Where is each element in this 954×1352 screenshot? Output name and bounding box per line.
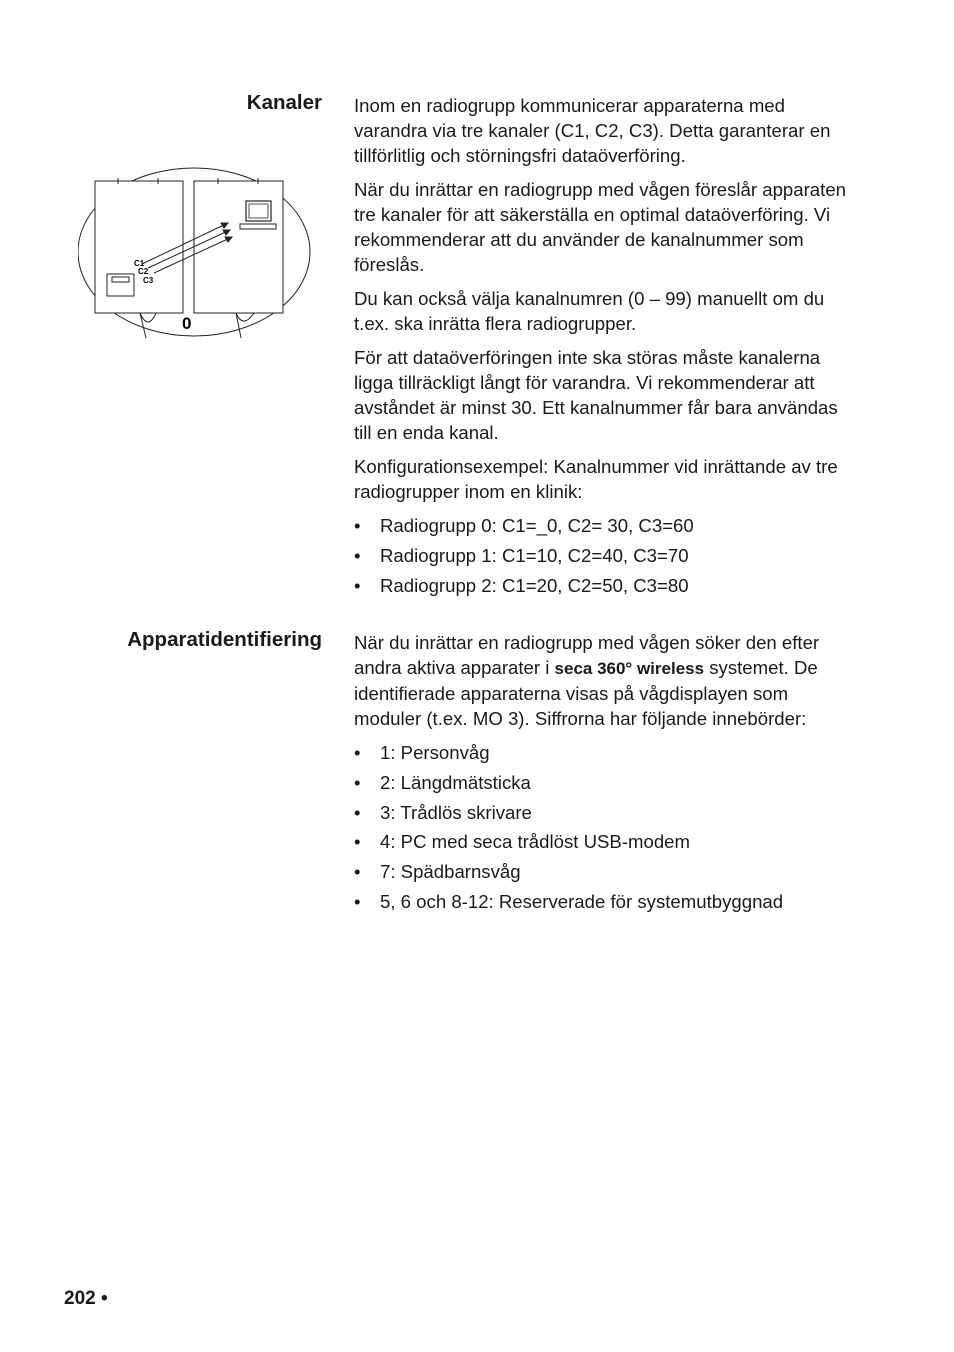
list-item: • 2: Längdmätsticka bbox=[354, 771, 531, 793]
device-identification-body bbox=[354, 630, 854, 919]
heading-channels: Kanaler bbox=[246, 91, 322, 114]
heading-device-identification: Apparatidentifiering bbox=[127, 628, 322, 651]
list-item: • 5, 6 och 8-12: Reserverade för systemutbyggnad bbox=[354, 890, 784, 912]
channel-label-c3: C3 bbox=[143, 276, 154, 285]
channels-paragraph-1: Inom en radiogrupp kommunicerar apparaterna med varandra via tre kanaler (C1, C2, C3). Detta garanterar en tillförlitlig och störningsfri dataöverföring. bbox=[354, 95, 831, 166]
brand-name: seca 360° wireless bbox=[554, 659, 705, 678]
list-item: • 4: PC med seca trådlöst USB-modem bbox=[354, 831, 691, 853]
page-number: 202 • bbox=[64, 1288, 108, 1309]
list-item: • Radiogrupp 1: C1=10, C2=40, C3=70 bbox=[354, 544, 689, 566]
channels-paragraph-4: För att dataöverföringen inte ska störas måste kanalerna ligga tillräckligt långt för varandra. Vi rekommenderar att avståndet är minst 30. Ett kanalnummer får bara användas till en enda kanal. bbox=[354, 347, 838, 443]
channel-label-c2: C2 bbox=[138, 267, 149, 276]
channels-bullet-list bbox=[354, 513, 854, 598]
channels-paragraph-2: När du inrättar en radiogrupp med vågen föreslår apparaten tre kanaler för att säkerställa en optimal dataöverföring. Vi rekommenderar att du använder de kanalnummer som föreslås. bbox=[354, 179, 846, 275]
list-item: • 7: Spädbarnsvåg bbox=[354, 861, 521, 883]
radio-group-number: 0 bbox=[182, 314, 192, 333]
channels-paragraph-5: Konfigurationsexempel: Kanalnummer vid inrättande av tre radiogrupper inom en klinik: bbox=[354, 456, 838, 502]
radio-group-illustration bbox=[78, 166, 314, 342]
channel-label-c1: C1 bbox=[134, 259, 145, 268]
list-item: • 1: Personvåg bbox=[354, 742, 490, 763]
list-item: • Radiogrupp 0: C1=_0, C2= 30, C3=60 bbox=[354, 515, 694, 536]
list-item: • 3: Trådlös skrivare bbox=[354, 801, 532, 823]
channels-paragraph-3: Du kan också välja kanalnumren (0 – 99) manuellt om du t.ex. ska inrätta flera radiogrupper. bbox=[354, 288, 825, 334]
list-item: • Radiogrupp 2: C1=20, C2=50, C3=80 bbox=[354, 574, 689, 596]
channels-body bbox=[354, 93, 854, 602]
device-intro-paragraph: När du inrättar en radiogrupp med vågen söker den efter andra aktiva apparater i seca 360° wireless systemet. De identifierade apparaterna visas på vågdisplayen som moduler (t.ex. MO 3). Siffrorna har följande innebörder: bbox=[354, 632, 820, 729]
device-bullet-list bbox=[354, 740, 854, 914]
scale-device-icon bbox=[107, 274, 134, 296]
